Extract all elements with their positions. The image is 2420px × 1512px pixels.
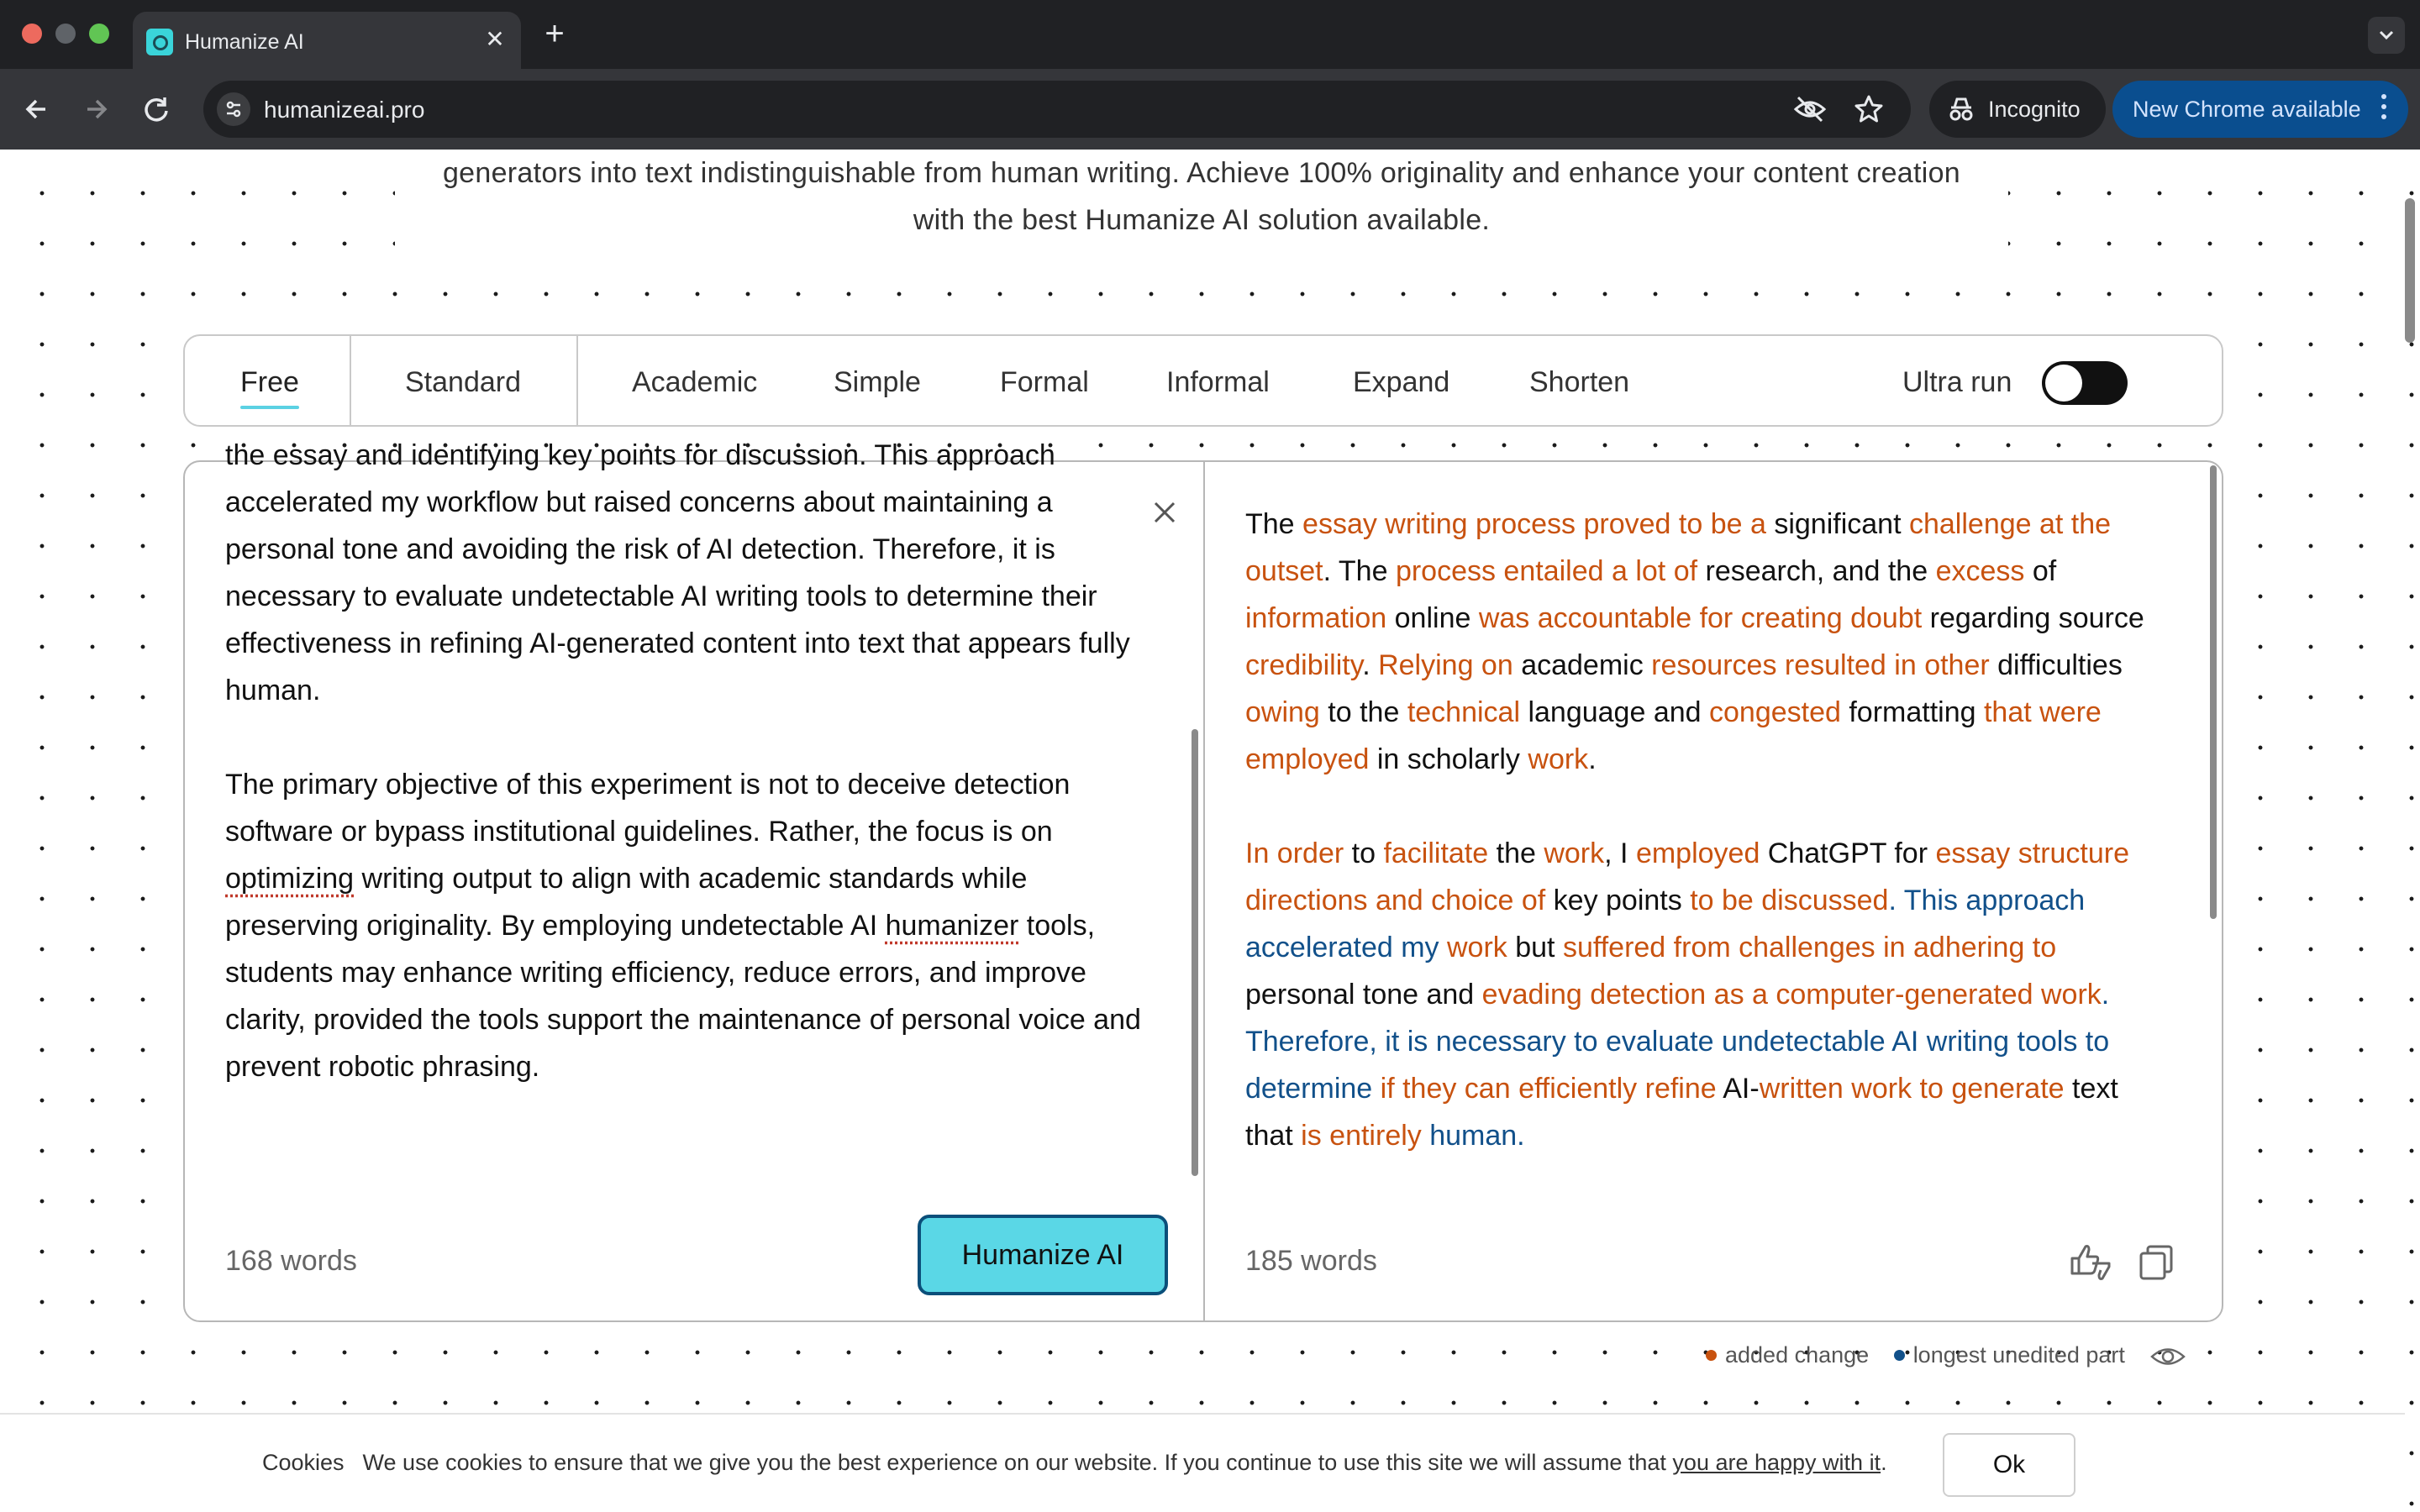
output-text-segment: . (1362, 649, 1379, 681)
chevron-down-icon (2378, 29, 2395, 42)
output-text-segment: online (1386, 602, 1479, 634)
thumbs-feedback-icon[interactable] (2067, 1242, 2114, 1282)
output-text-segment: but (1507, 932, 1563, 963)
added-change-segment: technical (1407, 696, 1521, 728)
input-scrollbar[interactable] (1192, 729, 1198, 1176)
legend-unedited-label: longest unedited part (1912, 1342, 2125, 1368)
tab-search-button[interactable] (2368, 17, 2405, 54)
cookie-banner (0, 1413, 2405, 1512)
input-paragraph-1: the essay and identifying key points for discussion. This approach accelerated my workflow but raised concerns about maintaining a personal tone and avoiding the risk of AI detection. Therefore, it is necessary to evaluate undetectable AI writing tools to determine their effectiveness in refining AI-generated content into text that appears fully human. (225, 439, 1130, 706)
unedited-segment: . This approach accelerated my (1245, 885, 2086, 963)
mode-tab-academic[interactable]: Academic (632, 366, 758, 398)
output-scrollbar[interactable] (2210, 465, 2217, 919)
added-change-segment: excess (1935, 555, 2025, 587)
tab-title: Humanize AI (185, 30, 304, 54)
output-pane (1205, 462, 2222, 1320)
mode-tab-formal[interactable]: Formal (1000, 366, 1089, 398)
output-text-segment: language and (1520, 696, 1709, 728)
added-change-segment: Relying on (1378, 649, 1513, 681)
added-change-segment: owing (1245, 696, 1320, 728)
new-chrome-available-button[interactable] (2112, 81, 2408, 138)
tab-close-icon[interactable]: ✕ (485, 26, 505, 52)
mode-selector (183, 334, 2223, 427)
added-change-segment: credibility (1245, 649, 1363, 681)
clear-input-icon[interactable] (1151, 499, 1178, 526)
added-change-segment: written work to generate (1759, 1073, 2065, 1105)
added-change-segment: employed (1635, 837, 1760, 869)
spellcheck-word: humanizer (885, 910, 1019, 942)
page-content (0, 150, 2420, 1512)
forward-arrow-icon[interactable] (76, 89, 116, 129)
output-text-segment: ChatGPT for (1760, 837, 1936, 869)
legend-added-change (1706, 1342, 1869, 1368)
change-legend (1706, 1342, 2186, 1376)
cookie-ok-button[interactable]: Ok (1943, 1433, 2075, 1497)
added-change-segment: essay writing process proved to be a (1302, 508, 1766, 540)
added-change-segment: is entirely (1301, 1120, 1422, 1152)
output-text-segment: key points (1545, 885, 1691, 916)
window-minimize-button[interactable] (55, 24, 76, 44)
mode-tab-shorten[interactable]: Shorten (1529, 366, 1630, 398)
ultra-run-toggle[interactable] (2042, 361, 2128, 405)
output-text-segment: to the (1319, 696, 1407, 728)
reload-icon[interactable] (136, 89, 176, 129)
intro-text (395, 150, 2008, 267)
added-change-segment: evading detection as a computer-generated work (1481, 979, 2102, 1011)
output-text-segment: difficulties (1989, 649, 2123, 681)
input-pane (185, 439, 1203, 1320)
added-change-segment: to be discussed (1690, 885, 1889, 916)
input-text-segment: writing output to align with academic standards while preserving originality. By employing undetectable AI (225, 863, 1028, 942)
added-change-segment: information (1245, 602, 1387, 634)
output-text-segment: personal tone and (1245, 979, 1482, 1011)
output-text-segment: text that (1245, 1073, 2118, 1152)
input-textarea[interactable] (225, 439, 1141, 1151)
output-text-segment: research, and the (1697, 555, 1936, 587)
output-text-segment: The (1245, 508, 1303, 540)
mode-divider (576, 336, 578, 425)
mode-tab-simple[interactable]: Simple (834, 366, 921, 398)
more-menu-icon[interactable] (2381, 94, 2386, 124)
cookie-text: We use cookies to ensure that we give you the best experience on our website. If you continue to use this site we will assume that (362, 1450, 1666, 1475)
input-text (225, 432, 1141, 1137)
output-paragraph-1 (1245, 501, 2153, 783)
input-text-segment: The primary objective of this experiment is not to deceive detection software or bypass institutional guidelines. Rather, the focus is on (225, 769, 1071, 848)
incognito-icon (1946, 96, 1976, 123)
added-change-segment: In order (1245, 837, 1344, 869)
output-text-segment: . The (1323, 555, 1396, 587)
window-maximize-button[interactable] (89, 24, 109, 44)
update-label: New Chrome available (2133, 97, 2361, 122)
url-text[interactable]: humanizeai.pro (264, 97, 425, 123)
added-change-segment: that were employed (1245, 696, 2102, 775)
legend-added-label: added change (1725, 1342, 1870, 1368)
browser-toolbar (0, 69, 2420, 150)
added-change-segment: process entailed a lot of (1395, 555, 1698, 587)
output-text-segment: in scholarly (1369, 743, 1528, 775)
added-change-segment: resources resulted in other (1651, 649, 1990, 681)
editor-panel (183, 439, 2223, 1322)
added-change-segment: facilitate (1383, 837, 1489, 869)
unedited-dot-icon (1894, 1350, 1905, 1361)
ultra-run-label: Ultra run (1902, 366, 2012, 398)
output-text-segment: academic (1512, 649, 1652, 681)
output-text-segment: . (1588, 743, 1597, 775)
tracking-protection-eye-off-icon[interactable] (1793, 94, 1827, 124)
mode-tab-expand[interactable]: Expand (1353, 366, 1450, 398)
unedited-segment: . Therefore, it is necessary to evaluate undetectable AI writing tools to determine (1245, 979, 2110, 1105)
intro-line-2: with the best Humanize AI solution available. (913, 204, 1491, 236)
added-change-segment: congested (1709, 696, 1841, 728)
address-bar[interactable] (203, 81, 1911, 138)
output-text[interactable] (1245, 501, 2153, 1206)
output-text-segment: , I (1604, 837, 1636, 869)
output-text-segment: the (1488, 837, 1544, 869)
browser-tab[interactable] (133, 12, 521, 69)
back-arrow-icon[interactable] (17, 89, 57, 129)
intro-line-1: generators into text indistinguishable from human writing. Achieve 100% originality and enhance your content creation (442, 157, 1961, 189)
added-change-segment: if they can efficiently refine (1380, 1073, 1717, 1105)
incognito-label: Incognito (1988, 97, 2081, 122)
site-settings-icon[interactable] (217, 92, 250, 126)
cookie-title: Cookies (262, 1450, 345, 1475)
input-paragraph-2 (225, 761, 1141, 1090)
new-tab-button[interactable]: + (544, 15, 565, 52)
bookmark-star-icon[interactable] (1852, 92, 1886, 126)
output-text-segment: to (1344, 837, 1384, 869)
output-text-segment: formatting (1840, 696, 1984, 728)
added-change-dot-icon (1706, 1350, 1717, 1361)
spellcheck-word: optimizing (225, 863, 355, 895)
input-word-count: 168 words (225, 1245, 357, 1277)
output-text-segment: of (2024, 555, 2057, 587)
cookie-suffix: . (1881, 1450, 1887, 1475)
eye-icon[interactable] (2149, 1344, 2186, 1369)
cookie-policy-link[interactable]: you are happy with it (1672, 1450, 1881, 1475)
added-change-segment: suffered from challenges in adhering to (1562, 932, 2057, 963)
added-change-segment: essay structure directions and choice of (1245, 837, 2130, 916)
input-text-segment: tools, students may enhance writing efficiency, reduce errors, and improve clarity, provided the tools support the maintenance of personal voice and prevent robotic phrasing. (225, 910, 1141, 1083)
added-change-segment: work (1544, 837, 1605, 869)
added-change-segment: was accountable for creating doubt (1478, 602, 1923, 634)
mode-tab-informal[interactable]: Informal (1166, 366, 1270, 398)
unedited-segment: human. (1421, 1120, 1525, 1152)
incognito-indicator[interactable] (1929, 81, 2106, 138)
added-change-segment: work (1528, 743, 1589, 775)
output-word-count: 185 words (1245, 1245, 1377, 1277)
page-scrollbar[interactable] (2405, 198, 2415, 343)
output-text-segment: AI- (1716, 1073, 1760, 1105)
added-change-segment: work (1447, 932, 1507, 963)
output-text-segment: significant (1765, 508, 1909, 540)
humanize-favicon-icon (146, 29, 173, 55)
cookie-message (262, 1450, 1887, 1476)
mode-tab-free[interactable]: Free (240, 366, 299, 398)
added-change-segment: challenge at the outset (1245, 508, 2112, 587)
output-text-segment: regarding source (1922, 602, 2144, 634)
mode-divider (350, 336, 351, 425)
output-paragraph-2 (1245, 830, 2153, 1159)
copy-icon[interactable] (2136, 1242, 2176, 1282)
legend-longest-unedited (1894, 1342, 2125, 1368)
browser-tab-bar (0, 0, 2420, 69)
humanize-ai-button[interactable]: Humanize AI (918, 1215, 1168, 1295)
window-close-button[interactable] (22, 24, 42, 44)
mode-tab-standard[interactable]: Standard (405, 366, 521, 398)
